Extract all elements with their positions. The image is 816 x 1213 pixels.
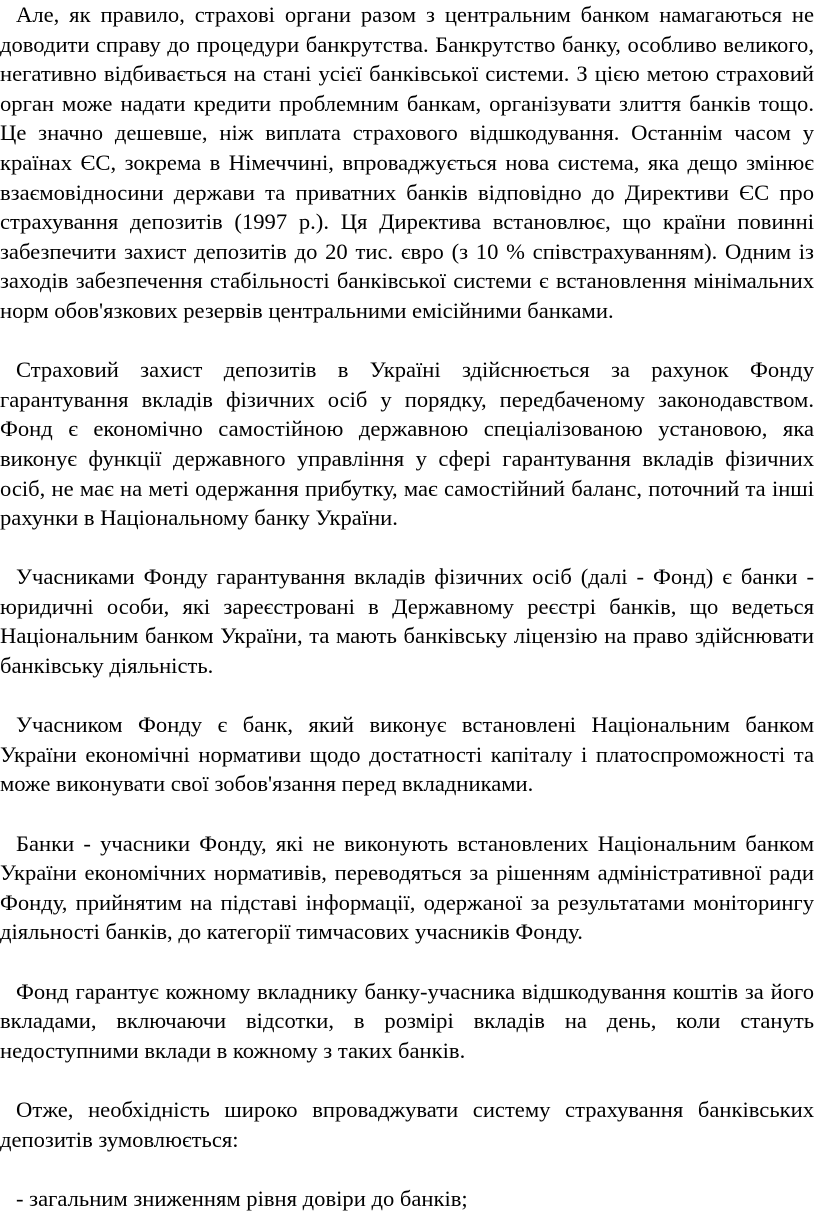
paragraph-necessity-intro: Отже, необхідність широко впроваджувати систему страхування банківських депозитів зумовлюється: [0, 1096, 814, 1152]
paragraph-bankruptcy-prevention: Але, як правило, страхові органи разом з центральним банком намагаються не доводити справу до процедури банкрутства. Банкрутство банку, особливо великого, негативно відбивається на стані усієї банківської системи. З цією метою страховий орган може надати кредити проблемним банкам, організувати злиття банків тощо. Це значно дешевше, ніж виплата страхового відшкодування. Останнім часом у країнах ЄС, зокрема в Німеччині, впроваджується нова система, яка дещо змінює взаємовідносини держави та приватних банків відповідно до Директиви ЄС про страхування депозитів (1997 р.). Ця Директива встановлює, що країни повинні забезпечити захист депозитів до 20 тис. євро (з 10 % співстрахуванням). Одним із заходів забезпечення стабільності банківської системи є встановлення мінімальних норм обов'язкових резервів центральними емісійними банками. [0, 2, 814, 323]
paragraph-fund-member-criteria: Учасником Фонду є банк, який виконує встановлені Національним банком України економічні нормативи щодо достатності капіталу і платоспроможності та може виконувати свої зобов'язання перед вкладниками. [0, 712, 814, 797]
list-item-trust-decline: - загальним зниженням рівня довіри до банків; [16, 1185, 468, 1211]
paragraph-fund-guarantee: Фонд гарантує кожному вкладнику банку-учасника відшкодування коштів за його вкладами, включаючи відсотки, в розмірі вкладів на день, коли стануть недоступними вклади в кожному з таких банків. [0, 978, 814, 1063]
paragraph-deposit-protection-ukraine: Страховий захист депозитів в Україні здійснюється за рахунок Фонду гарантування вкладів фізичних осіб у порядку, передбаченому законодавством. Фонд є економічно самостійною державною спеціалізованою установою, яка виконує функції державного управління у сфері гарантування вкладів фізичних осіб, не має на меті одержання прибутку, має самостійний баланс, поточний та інші рахунки в Національному банку України. [0, 357, 814, 531]
paragraph-fund-participants: Учасниками Фонду гарантування вкладів фізичних осіб (далі - Фонд) є банки - юридичні особи, які зареєстровані в Державному реєстрі банків, що ведеться Національним банком України, та мають банківську ліцензію на право здійснювати банківську діяльність. [0, 564, 814, 679]
paragraph-temporary-members: Банки - учасники Фонду, які не виконують встановлених Національним банком України економічних нормативів, переводяться за рішенням адміністративної ради Фонду, прийнятим на підставі інформації, одержаної за результатами моніторингу діяльності банків, до категорії тимчасових учасників Фонду. [0, 830, 814, 945]
